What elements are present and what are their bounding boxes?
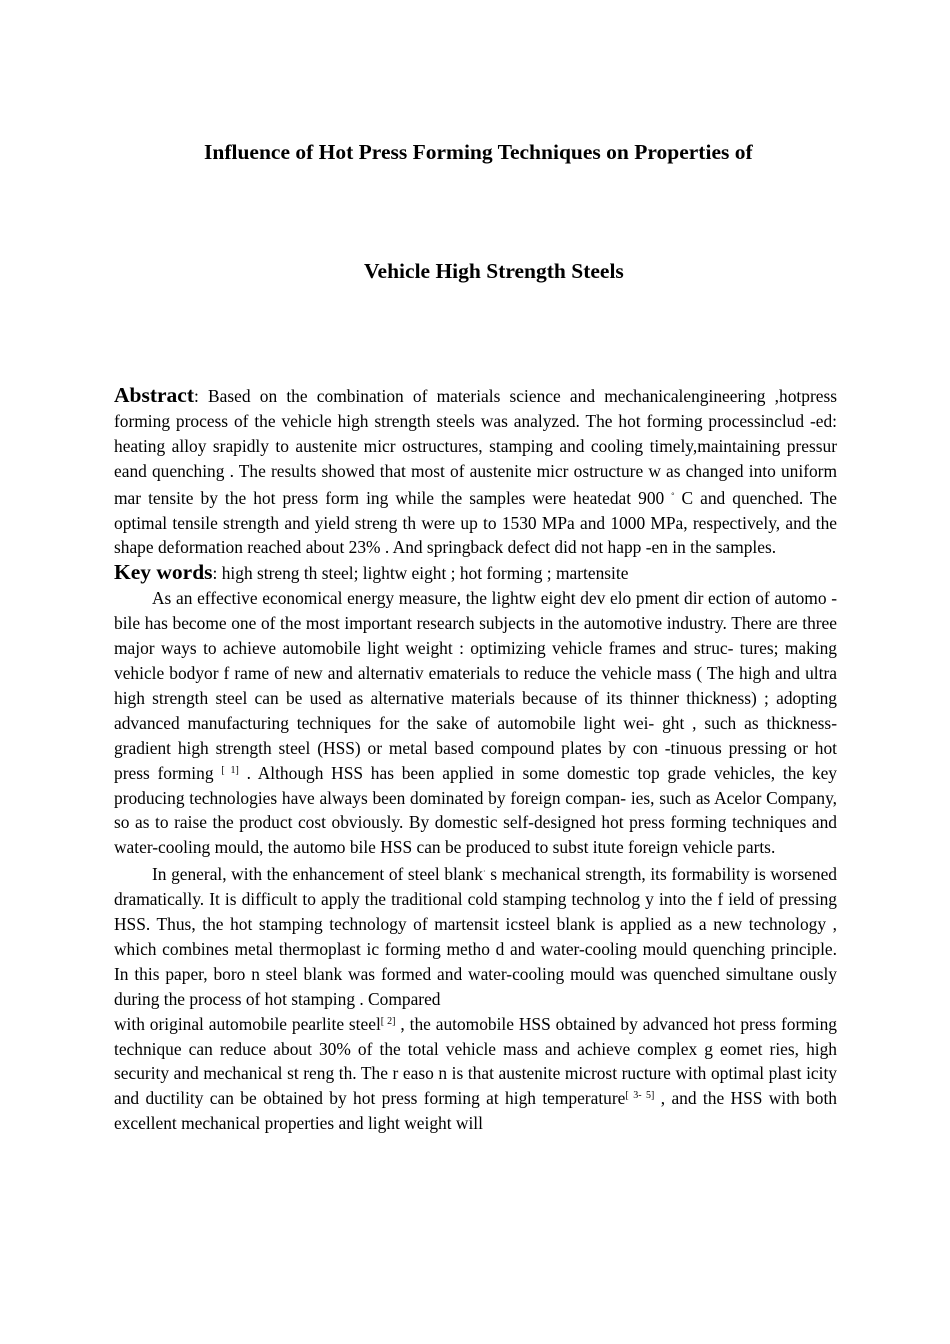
- abstract-separator: :: [194, 386, 199, 406]
- abstract-paragraph: [114, 383, 837, 560]
- para3-text-b: , the automobile HSS obtained by advanced hot press forming technique can reduce about 30% of the total vehicle mass and achieve complex g eomet ries, high security and mechanical st reng th. The r easo n is that austenite microst ructure with optimal plast icity and ductility can be obtained by hot press forming at high temperature: [114, 1013, 837, 1109]
- keywords-text: : high streng th steel; lightw eight ; hot forming ; martensite: [212, 563, 629, 584]
- body-paragraph-3: [114, 1012, 837, 1137]
- body-paragraph-1: [114, 586, 837, 860]
- apostrophe-mark: ·: [483, 867, 486, 877]
- abstract-label: Abstract: [114, 383, 195, 407]
- keywords-label: Key words: [114, 560, 213, 585]
- degree-mark: °: [671, 490, 675, 500]
- keywords-paragraph: [114, 560, 837, 586]
- body-text: [114, 383, 837, 1136]
- para3-text-c: , and the HSS with both excellent mechanical properties and light weight will: [114, 1088, 837, 1134]
- para2-text-b: s mechanical strength, its formability is worsened dramatically. It is difficult to apply the traditional cold stamping technolog y into the f ield of pressing HSS. Thus, the hot stamping technology of martensit icsteel blank is applied as a new technology , which combines metal thermoplast ic forming metho d and water-cooling mould quenching principle. In this paper, boro n steel blank was formed and water-cooling mould was quenched simultane ously during the process of hot stamping . Compared: [114, 864, 837, 1009]
- para2-text-a: In general, with the enhancement of steel blank: [152, 864, 483, 885]
- para1-text-a: As an effective economical energy measure, the lightw eight dev elo pment dir ection of automo -bile has become one of the most important research subjects in the automotive industry. There are three major ways to achieve automobile light weight : optimizing vehicle frames and struc- tures; making vehicle bodyor f rame of new and alternativ ematerials to reduce the vehicle mass ( The high and ultra high strength steel can be used as alternative materials because of its thinner thickness) ; adopting advanced manufacturing techniques for the sake of automobile light wei- ght , such as thickness-gradient high strength steel (HSS) or metal based compound plates by con -tinuous pressing or hot press forming: [114, 588, 837, 783]
- body-paragraph-2: [114, 860, 837, 1011]
- para3-text-a: with original automobile pearlite steel: [114, 1013, 381, 1034]
- citation-ref-1: [ 1]: [221, 764, 239, 776]
- citation-ref-3-5: [ 3- 5]: [625, 1090, 655, 1102]
- abstract-text-a: Based on the combination of materials science and mechanicalengineering ,hotpress forming process of the vehicle high strength steels was analyzed. The hot forming processinclud -ed: heating alloy srapidly to austenite micr ostructures, stamping and cooling timely,maintaining pressur eand quenching . The results showed that most of austenite micr ostructure w as changed into uniform mar tensite by the hot press form ing while the samples were heatedat 900: [114, 386, 837, 508]
- citation-ref-2: [ 2]: [380, 1015, 396, 1027]
- para1-text-b: . Although HSS has been applied in some domestic top grade vehicles, the key producing technologies have always been dominated by foreign compan- ies, such as Acelor Company, so as to raise the product cost obviously. By domestic self-designed hot press forming techniques and water-cooling mould, the automo bile HSS can be produced to subst itute foreign vehicle parts.: [114, 762, 837, 858]
- abstract-text-b: C and quenched. The optimal tensile strength and yield streng th were up to 1530 MPa and 1000 MPa, respectively, and the shape deformation reached about 23% . And springback defect did not happ -en in the samples.: [114, 487, 837, 558]
- title-line-2: Vehicle High Strength Steels: [364, 259, 624, 283]
- title-line-1: Influence of Hot Press Forming Techniques on Properties of: [204, 140, 753, 164]
